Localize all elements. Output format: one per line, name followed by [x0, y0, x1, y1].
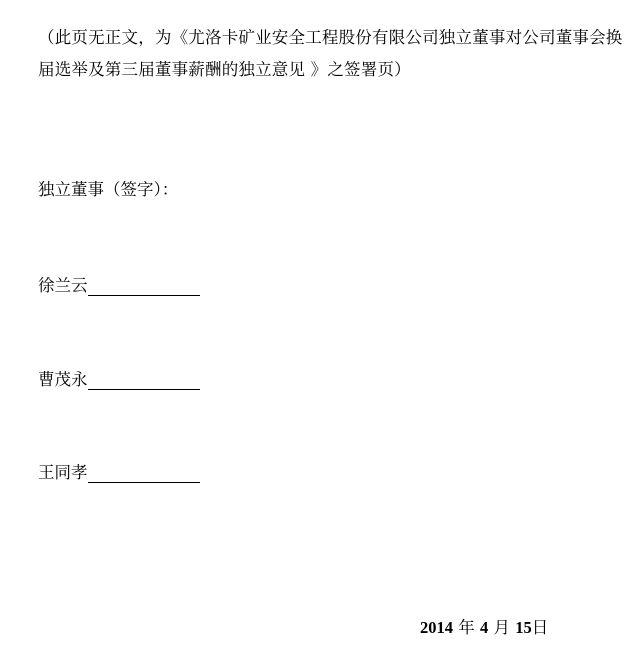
date-day: 15: [515, 618, 532, 637]
note-line-1: （此页无正文，为《尤洛卡矿业安全工程股份有限公司独立董事对公司董事会换: [38, 28, 623, 47]
signature-line: [88, 482, 200, 483]
signing-date: [420, 616, 548, 640]
signature-row-1: [38, 274, 200, 298]
date-month-unit: 月: [493, 618, 510, 637]
signature-page-note: [38, 22, 623, 86]
signature-row-2: [38, 368, 200, 392]
date-month: 4: [480, 618, 489, 637]
signature-row-3: [38, 461, 200, 485]
date-year-unit: 年: [458, 618, 475, 637]
date-year: 2014: [420, 618, 453, 637]
signer-name: 徐兰云: [38, 276, 88, 295]
signature-line: [88, 295, 200, 296]
independent-directors-label: 独立董事（签字）：: [38, 180, 179, 199]
signer-name: 曹茂永: [38, 370, 88, 389]
date-day-unit: 日: [531, 618, 549, 637]
signature-line: [88, 389, 200, 390]
note-line-2: 届选举及第三届董事薪酬的独立意见 》之签署页）: [38, 60, 411, 79]
signer-name: 王同孝: [38, 463, 88, 482]
